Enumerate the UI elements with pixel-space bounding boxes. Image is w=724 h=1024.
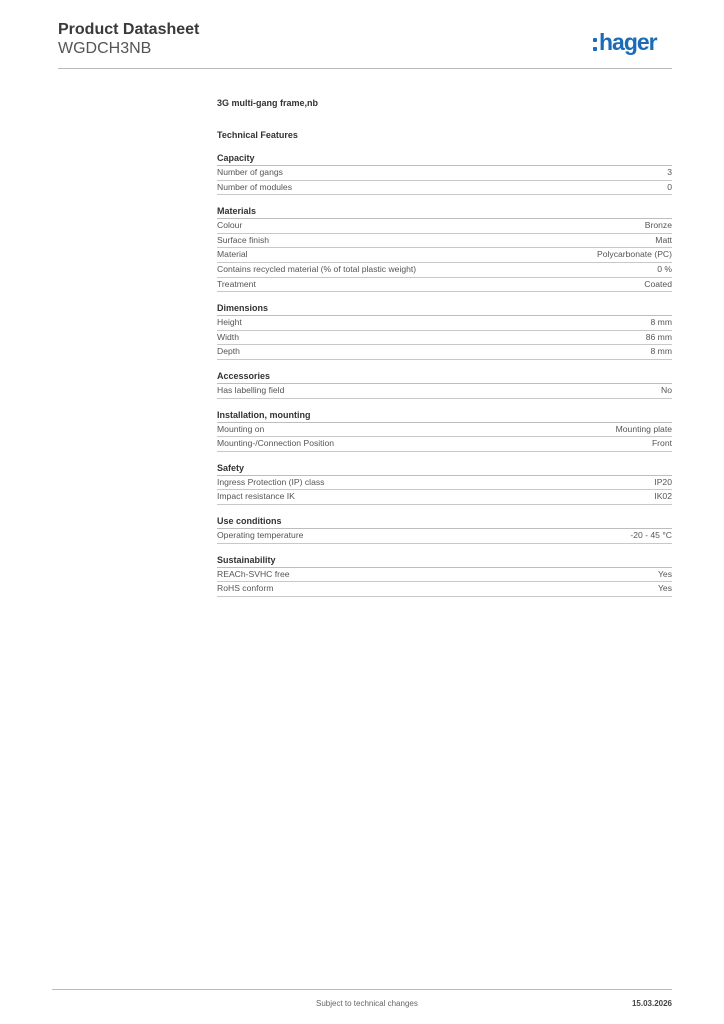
feature-label: Mounting on — [217, 423, 265, 434]
hager-logo — [593, 27, 657, 57]
feature-value: 0 % — [657, 263, 672, 274]
feature-sections — [217, 152, 672, 597]
section-title: Accessories — [217, 370, 672, 384]
footer-date: 15.03.2026 — [631, 999, 672, 1008]
feature-row — [217, 529, 672, 544]
feature-section — [217, 370, 672, 399]
feature-section — [217, 554, 672, 597]
feature-label: Material — [217, 249, 248, 260]
section-title: Installation, mounting — [217, 409, 672, 423]
feature-row — [217, 490, 672, 505]
header-divider — [58, 68, 672, 69]
feature-value: 8 mm — [650, 317, 672, 328]
feature-label: Height — [217, 317, 242, 328]
feature-row — [217, 316, 672, 331]
section-title: Use conditions — [217, 515, 672, 529]
feature-row — [217, 331, 672, 346]
datasheet-content — [217, 96, 672, 607]
feature-row — [217, 384, 672, 399]
feature-row — [217, 278, 672, 293]
logo-text: hager — [599, 28, 657, 55]
feature-row — [217, 568, 672, 583]
feature-label: Number of modules — [217, 181, 292, 192]
features-title: Technical Features — [217, 130, 298, 140]
feature-label: Number of gangs — [217, 167, 283, 177]
section-title: Dimensions — [217, 302, 672, 316]
feature-value: Yes — [657, 568, 672, 579]
feature-row — [217, 476, 672, 491]
feature-section — [217, 462, 672, 505]
feature-value: -20 - 45 °C — [630, 529, 672, 540]
feature-value: Bronze — [644, 220, 672, 231]
feature-value: Matt — [655, 234, 672, 245]
feature-section — [217, 152, 672, 195]
feature-value: IP20 — [654, 476, 672, 487]
feature-row — [217, 181, 672, 196]
feature-value: 3 — [667, 167, 672, 177]
feature-value: IK02 — [654, 491, 672, 502]
feature-label: Treatment — [217, 278, 256, 289]
feature-value: Yes — [657, 583, 672, 594]
feature-row — [217, 166, 672, 181]
section-title: Capacity — [217, 152, 672, 166]
feature-label: REACh-SVHC free — [217, 568, 290, 579]
feature-label: RoHS conform — [217, 583, 274, 594]
feature-row — [217, 263, 672, 278]
feature-value: 8 mm — [650, 346, 672, 357]
feature-row — [217, 248, 672, 263]
feature-section — [217, 515, 672, 544]
product-name: 3G multi-gang frame,nb — [217, 98, 319, 108]
feature-label: Impact resistance IK — [217, 491, 295, 502]
footer-divider — [52, 989, 672, 990]
section-title: Sustainability — [217, 554, 672, 568]
feature-label: Width — [217, 331, 239, 342]
section-title: Materials — [217, 205, 672, 219]
feature-value: Mounting plate — [615, 423, 672, 434]
feature-label: Depth — [217, 346, 240, 357]
feature-value: Coated — [644, 278, 672, 289]
feature-row — [217, 345, 672, 360]
feature-label: Has labelling field — [217, 384, 285, 395]
logo-colon-icon — [593, 38, 597, 51]
feature-section — [217, 205, 672, 292]
feature-value: Front — [651, 438, 672, 449]
feature-value: Polycarbonate (PC) — [597, 249, 672, 260]
footer-note: Subject to technical changes — [316, 999, 418, 1008]
feature-label: Operating temperature — [217, 529, 304, 540]
feature-value: 86 mm — [645, 331, 672, 342]
feature-section — [217, 302, 672, 360]
product-code: WGDCH3NB — [58, 40, 152, 57]
feature-value: 0 — [667, 181, 672, 192]
feature-label: Mounting-/Connection Position — [217, 438, 335, 449]
section-title: Safety — [217, 462, 672, 476]
feature-value: No — [661, 384, 672, 395]
feature-row — [217, 437, 672, 452]
feature-label: Ingress Protection (IP) class — [217, 476, 325, 487]
feature-section — [217, 409, 672, 452]
feature-label: Surface finish — [217, 234, 270, 245]
feature-row — [217, 219, 672, 234]
feature-label: Colour — [217, 220, 243, 231]
feature-row — [217, 234, 672, 249]
feature-label: Contains recycled material (% of total plastic weight) — [217, 263, 417, 274]
document-title: Product Datasheet — [58, 21, 200, 38]
feature-row — [217, 582, 672, 597]
feature-row — [217, 423, 672, 438]
